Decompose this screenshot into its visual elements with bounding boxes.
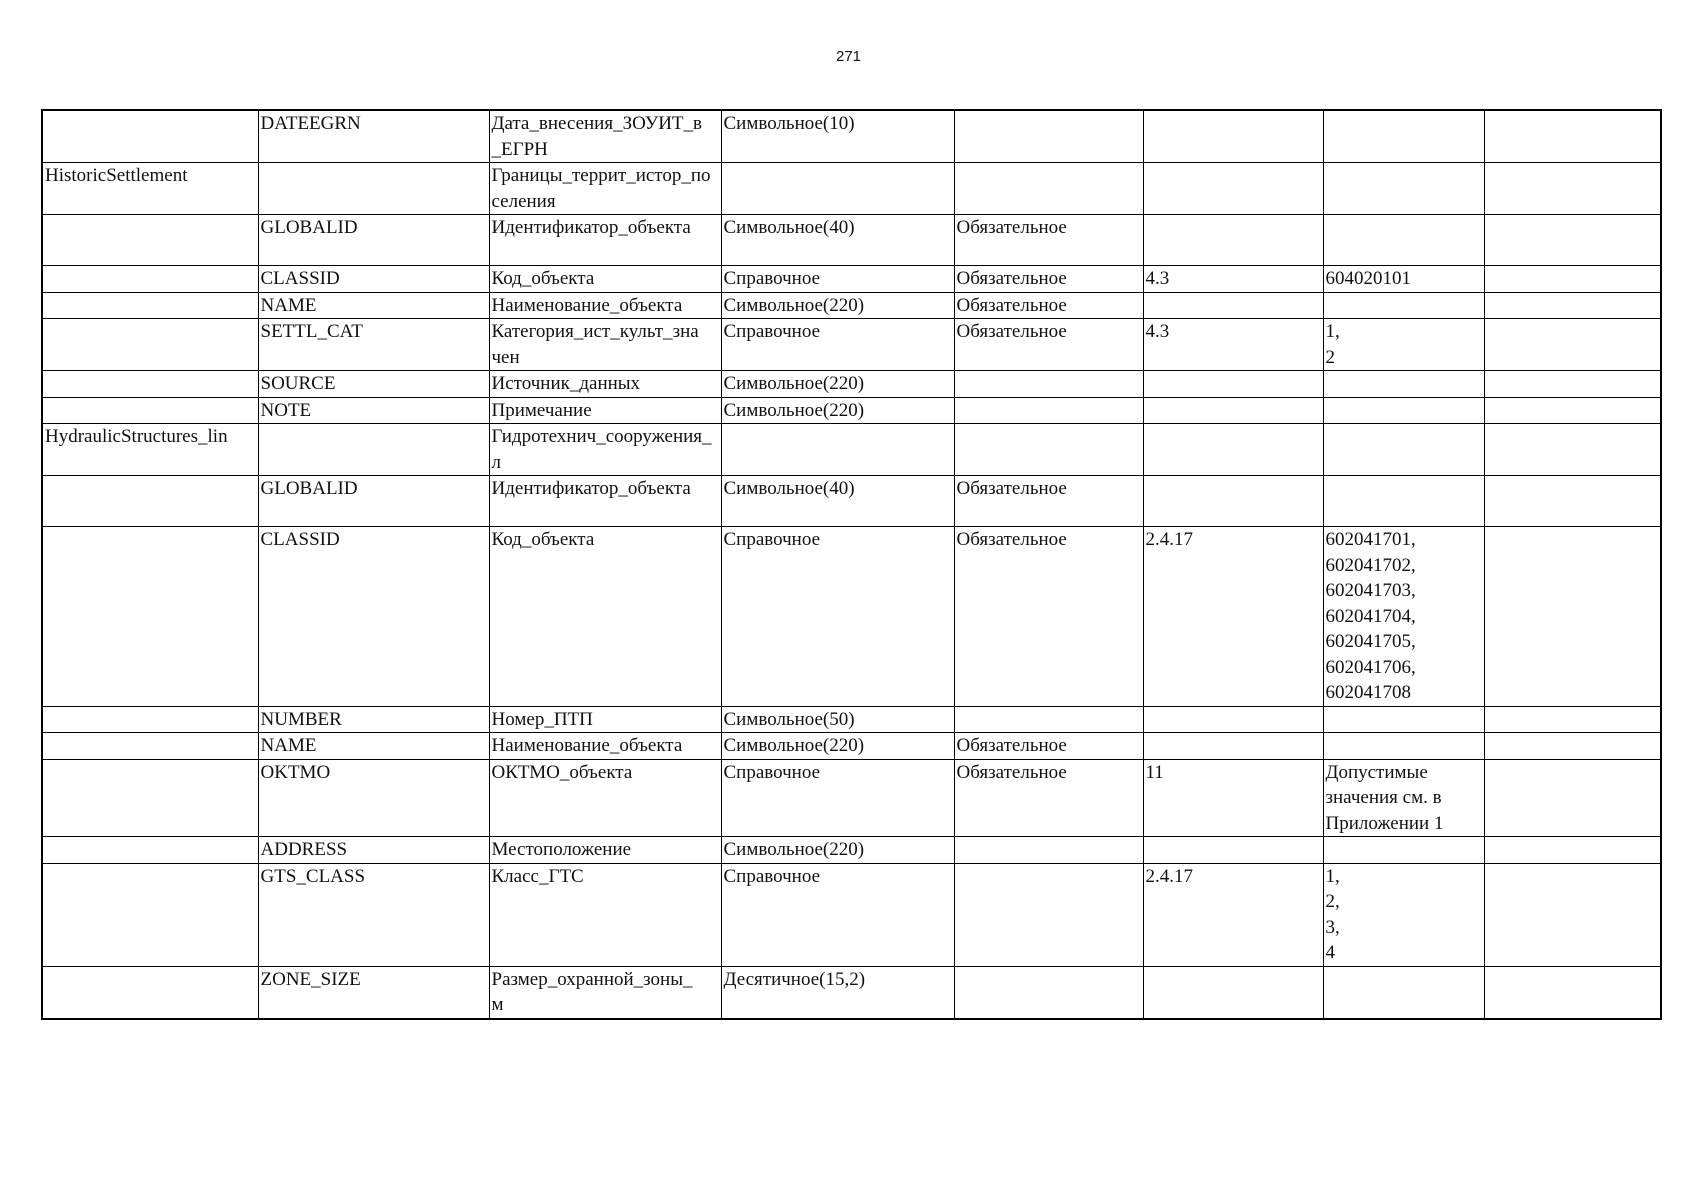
required-cell: Обязательное — [954, 476, 1143, 527]
classifier-ref-cell: 4.3 — [1143, 319, 1323, 371]
table-row — [42, 527, 1661, 707]
note-cell — [1484, 397, 1661, 424]
data-type-cell: Символьное(220) — [721, 837, 954, 864]
field-alias-cell: Категория_ист_культ_зна чен — [489, 319, 721, 371]
required-cell — [954, 397, 1143, 424]
allowed-values-cell: 604020101 — [1323, 266, 1484, 293]
field-alias-cell: Наименование_объекта — [489, 292, 721, 319]
allowed-values-cell — [1323, 706, 1484, 733]
classifier-ref-cell — [1143, 837, 1323, 864]
field-name-cell: SETTL_CAT — [258, 319, 489, 371]
field-alias-cell: Границы_террит_истор_поселения — [489, 163, 721, 215]
allowed-values-cell — [1323, 215, 1484, 266]
note-cell — [1484, 163, 1661, 215]
data-type-cell — [721, 424, 954, 476]
layer-name-cell — [42, 863, 258, 966]
layer-name-cell: HistoricSettlement — [42, 163, 258, 215]
required-cell — [954, 110, 1143, 163]
note-cell — [1484, 110, 1661, 163]
layer-name-cell — [42, 215, 258, 266]
note-cell — [1484, 837, 1661, 864]
data-type-cell: Справочное — [721, 759, 954, 837]
allowed-values-cell — [1323, 292, 1484, 319]
layer-name-cell: HydraulicStructures_lin — [42, 424, 258, 476]
data-type-cell: Символьное(10) — [721, 110, 954, 163]
required-cell: Обязательное — [954, 292, 1143, 319]
required-cell — [954, 837, 1143, 864]
allowed-values-cell: 1, 2 — [1323, 319, 1484, 371]
note-cell — [1484, 371, 1661, 398]
required-cell: Обязательное — [954, 266, 1143, 293]
field-name-cell: GLOBALID — [258, 476, 489, 527]
note-cell — [1484, 706, 1661, 733]
table-row — [42, 319, 1661, 371]
table-row — [42, 424, 1661, 476]
table-row — [42, 266, 1661, 293]
note-cell — [1484, 424, 1661, 476]
note-cell — [1484, 527, 1661, 707]
field-alias-cell: Номер_ПТП — [489, 706, 721, 733]
field-alias-cell: Размер_охранной_зоны_ м — [489, 966, 721, 1019]
field-name-cell: NOTE — [258, 397, 489, 424]
note-cell — [1484, 292, 1661, 319]
field-name-cell: SOURCE — [258, 371, 489, 398]
allowed-values-cell — [1323, 733, 1484, 760]
field-alias-cell: ОКТМО_объекта — [489, 759, 721, 837]
allowed-values-cell: 1, 2, 3, 4 — [1323, 863, 1484, 966]
field-alias-cell: Класс_ГТС — [489, 863, 721, 966]
data-type-cell: Справочное — [721, 319, 954, 371]
classifier-ref-cell: 4.3 — [1143, 266, 1323, 293]
table-row — [42, 863, 1661, 966]
table-body — [42, 110, 1661, 1019]
classifier-ref-cell — [1143, 371, 1323, 398]
field-name-cell: GLOBALID — [258, 215, 489, 266]
layer-name-cell — [42, 706, 258, 733]
required-cell: Обязательное — [954, 215, 1143, 266]
layer-name-cell — [42, 966, 258, 1019]
data-type-cell: Символьное(40) — [721, 215, 954, 266]
classifier-ref-cell — [1143, 966, 1323, 1019]
note-cell — [1484, 966, 1661, 1019]
classifier-ref-cell — [1143, 424, 1323, 476]
field-alias-cell: Наименование_объекта — [489, 733, 721, 760]
field-name-cell: NAME — [258, 733, 489, 760]
table-row — [42, 966, 1661, 1019]
note-cell — [1484, 733, 1661, 760]
data-type-cell — [721, 163, 954, 215]
required-cell — [954, 163, 1143, 215]
table-row — [42, 759, 1661, 837]
layer-name-cell — [42, 319, 258, 371]
required-cell: Обязательное — [954, 319, 1143, 371]
layer-name-cell — [42, 110, 258, 163]
note-cell — [1484, 319, 1661, 371]
table-row — [42, 837, 1661, 864]
required-cell — [954, 371, 1143, 398]
data-type-cell: Справочное — [721, 527, 954, 707]
layer-name-cell — [42, 837, 258, 864]
table-row — [42, 292, 1661, 319]
table-row — [42, 733, 1661, 760]
allowed-values-cell — [1323, 424, 1484, 476]
classifier-ref-cell: 2.4.17 — [1143, 527, 1323, 707]
classifier-ref-cell — [1143, 733, 1323, 760]
allowed-values-cell: Допустимые значения см. в Приложении 1 — [1323, 759, 1484, 837]
attribute-table — [41, 109, 1662, 1020]
allowed-values-cell: 602041701, 602041702, 602041703, 602041704, 602041705, 602041706, 602041708 — [1323, 527, 1484, 707]
note-cell — [1484, 476, 1661, 527]
required-cell — [954, 863, 1143, 966]
classifier-ref-cell — [1143, 476, 1323, 527]
layer-name-cell — [42, 292, 258, 319]
allowed-values-cell — [1323, 110, 1484, 163]
field-name-cell: NUMBER — [258, 706, 489, 733]
layer-name-cell — [42, 397, 258, 424]
field-alias-cell: Источник_данных — [489, 371, 721, 398]
allowed-values-cell — [1323, 397, 1484, 424]
classifier-ref-cell — [1143, 215, 1323, 266]
field-name-cell — [258, 163, 489, 215]
allowed-values-cell — [1323, 476, 1484, 527]
allowed-values-cell — [1323, 966, 1484, 1019]
table-row — [42, 476, 1661, 527]
layer-name-cell — [42, 759, 258, 837]
field-name-cell: ADDRESS — [258, 837, 489, 864]
classifier-ref-cell — [1143, 110, 1323, 163]
page-number: 271 — [835, 48, 862, 65]
field-alias-cell: Идентификатор_объекта — [489, 476, 721, 527]
field-name-cell: NAME — [258, 292, 489, 319]
field-alias-cell: Местоположение — [489, 837, 721, 864]
field-name-cell: CLASSID — [258, 527, 489, 707]
field-alias-cell: Код_объекта — [489, 266, 721, 293]
classifier-ref-cell: 11 — [1143, 759, 1323, 837]
allowed-values-cell — [1323, 837, 1484, 864]
layer-name-cell — [42, 527, 258, 707]
required-cell: Обязательное — [954, 733, 1143, 760]
allowed-values-cell — [1323, 163, 1484, 215]
field-name-cell: CLASSID — [258, 266, 489, 293]
required-cell: Обязательное — [954, 527, 1143, 707]
note-cell — [1484, 266, 1661, 293]
required-cell — [954, 706, 1143, 733]
table-row — [42, 110, 1661, 163]
layer-name-cell — [42, 476, 258, 527]
table-row — [42, 706, 1661, 733]
data-type-cell: Символьное(220) — [721, 292, 954, 319]
data-type-cell: Символьное(50) — [721, 706, 954, 733]
classifier-ref-cell: 2.4.17 — [1143, 863, 1323, 966]
field-name-cell — [258, 424, 489, 476]
note-cell — [1484, 759, 1661, 837]
required-cell — [954, 966, 1143, 1019]
field-name-cell: OKTMO — [258, 759, 489, 837]
layer-name-cell — [42, 266, 258, 293]
field-alias-cell: Примечание — [489, 397, 721, 424]
field-alias-cell: Гидротехнич_сооружения_л — [489, 424, 721, 476]
data-type-cell: Символьное(40) — [721, 476, 954, 527]
table-row — [42, 215, 1661, 266]
table-row — [42, 397, 1661, 424]
note-cell — [1484, 863, 1661, 966]
table-row — [42, 371, 1661, 398]
required-cell: Обязательное — [954, 759, 1143, 837]
layer-name-cell — [42, 371, 258, 398]
layer-name-cell — [42, 733, 258, 760]
data-type-cell: Символьное(220) — [721, 733, 954, 760]
field-alias-cell: Код_объекта — [489, 527, 721, 707]
field-alias-cell: Дата_внесения_ЗОУИТ_в _ЕГРН — [489, 110, 721, 163]
data-type-cell: Символьное(220) — [721, 371, 954, 398]
data-type-cell: Справочное — [721, 266, 954, 293]
classifier-ref-cell — [1143, 163, 1323, 215]
allowed-values-cell — [1323, 371, 1484, 398]
required-cell — [954, 424, 1143, 476]
field-alias-cell: Идентификатор_объекта — [489, 215, 721, 266]
field-name-cell: ZONE_SIZE — [258, 966, 489, 1019]
data-type-cell: Справочное — [721, 863, 954, 966]
data-type-cell: Десятичное(15,2) — [721, 966, 954, 1019]
classifier-ref-cell — [1143, 397, 1323, 424]
table-row — [42, 163, 1661, 215]
classifier-ref-cell — [1143, 706, 1323, 733]
data-type-cell: Символьное(220) — [721, 397, 954, 424]
field-name-cell: GTS_CLASS — [258, 863, 489, 966]
field-name-cell: DATEEGRN — [258, 110, 489, 163]
note-cell — [1484, 215, 1661, 266]
classifier-ref-cell — [1143, 292, 1323, 319]
